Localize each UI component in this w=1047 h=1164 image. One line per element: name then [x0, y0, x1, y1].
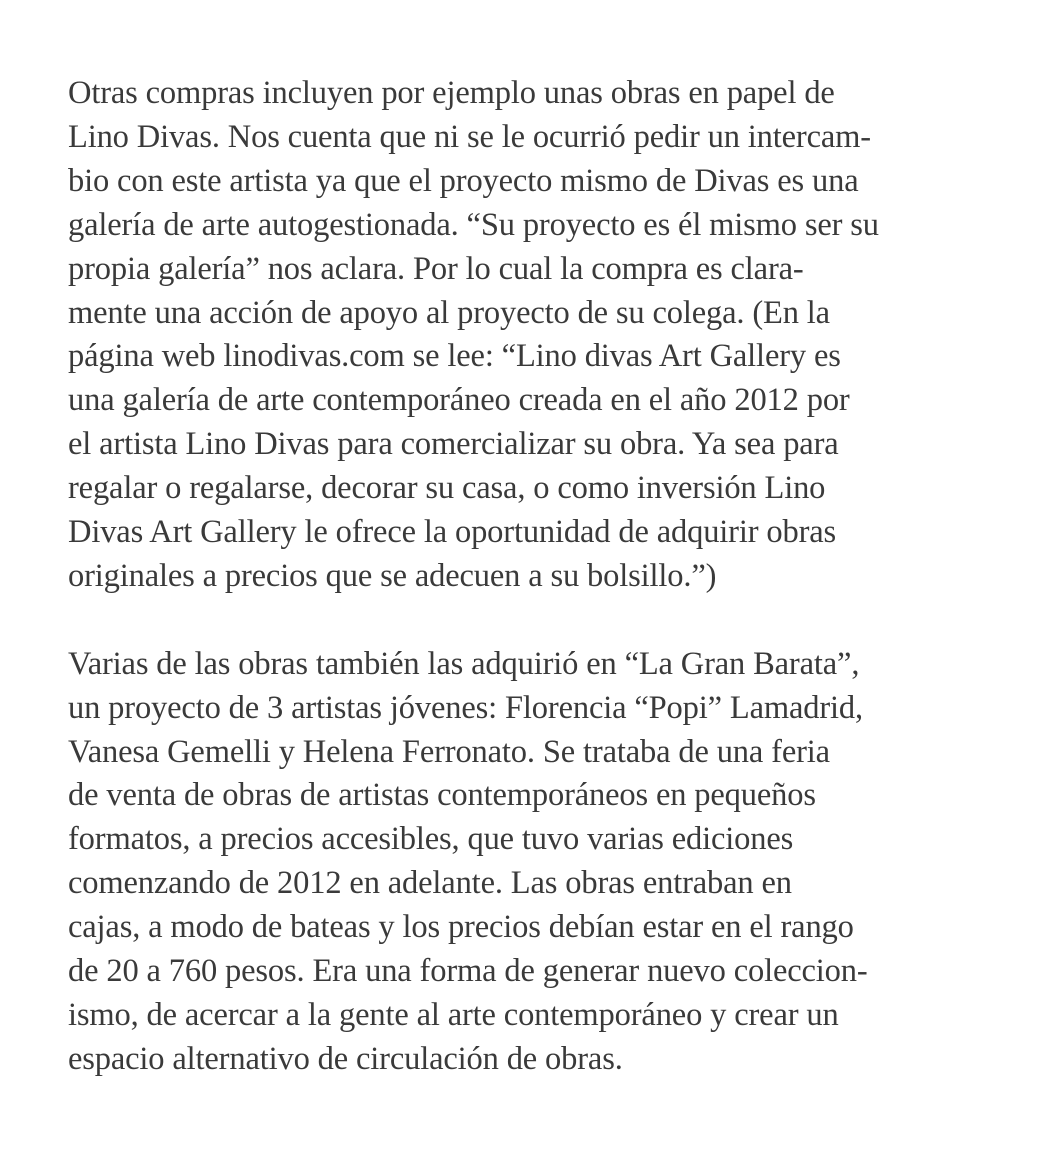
text-line: ismo, de acercar a la gente al arte contemporáneo y crear un [68, 997, 839, 1034]
text-line: cajas, a modo de bateas y los precios debían estar en el rango [68, 909, 854, 946]
text-line: un proyecto de 3 artistas jóvenes: Florencia “Popi” Lamadrid, [68, 689, 863, 726]
text-line: espacio alternativo de circulación de obras. [68, 1040, 623, 1077]
text-line: formatos, a precios accesibles, que tuvo varias ediciones [68, 821, 794, 858]
text-line: Divas Art Gallery le ofrece la oportunidad de adquirir obras [68, 514, 837, 551]
text-line: originales a precios que se adecuen a su bolsillo.”) [68, 557, 717, 594]
text-line: de 20 a 760 pesos. Era una forma de generar nuevo coleccion- [68, 953, 868, 990]
article-body [68, 72, 993, 1082]
text-line: página web linodivas.com se lee: “Lino divas Art Gallery es [68, 338, 841, 375]
paragraph-lino-divas [68, 72, 993, 599]
text-line: una galería de arte contemporáneo creada en el año 2012 por [68, 382, 850, 419]
text-line: Otras compras incluyen por ejemplo unas obras en papel de [68, 75, 835, 111]
text-line: Vanesa Gemelli y Helena Ferronato. Se trataba de una feria [68, 733, 830, 770]
text-line: el artista Lino Divas para comercializar su obra. Ya sea para [68, 426, 839, 463]
text-line: Varias de las obras también las adquirió en “La Gran Barata”, [68, 645, 860, 682]
text-line: galería de arte autogestionada. “Su proyecto es él mismo ser su [68, 206, 879, 243]
paragraph-la-gran-barata [68, 643, 993, 1082]
text-line: mente una acción de apoyo al proyecto de su colega. (En la [68, 294, 830, 331]
text-line: regalar o regalarse, decorar su casa, o como inversión Lino [68, 470, 826, 507]
text-line: Lino Divas. Nos cuenta que ni se le ocurrió pedir un intercam- [68, 118, 871, 155]
text-line: propia galería” nos aclara. Por lo cual la compra es clara- [68, 250, 804, 287]
text-line: bio con este artista ya que el proyecto mismo de Divas es una [68, 162, 859, 199]
text-line: comenzando de 2012 en adelante. Las obras entraban en [68, 865, 792, 902]
text-line: de venta de obras de artistas contemporáneos en pequeños [68, 777, 816, 814]
